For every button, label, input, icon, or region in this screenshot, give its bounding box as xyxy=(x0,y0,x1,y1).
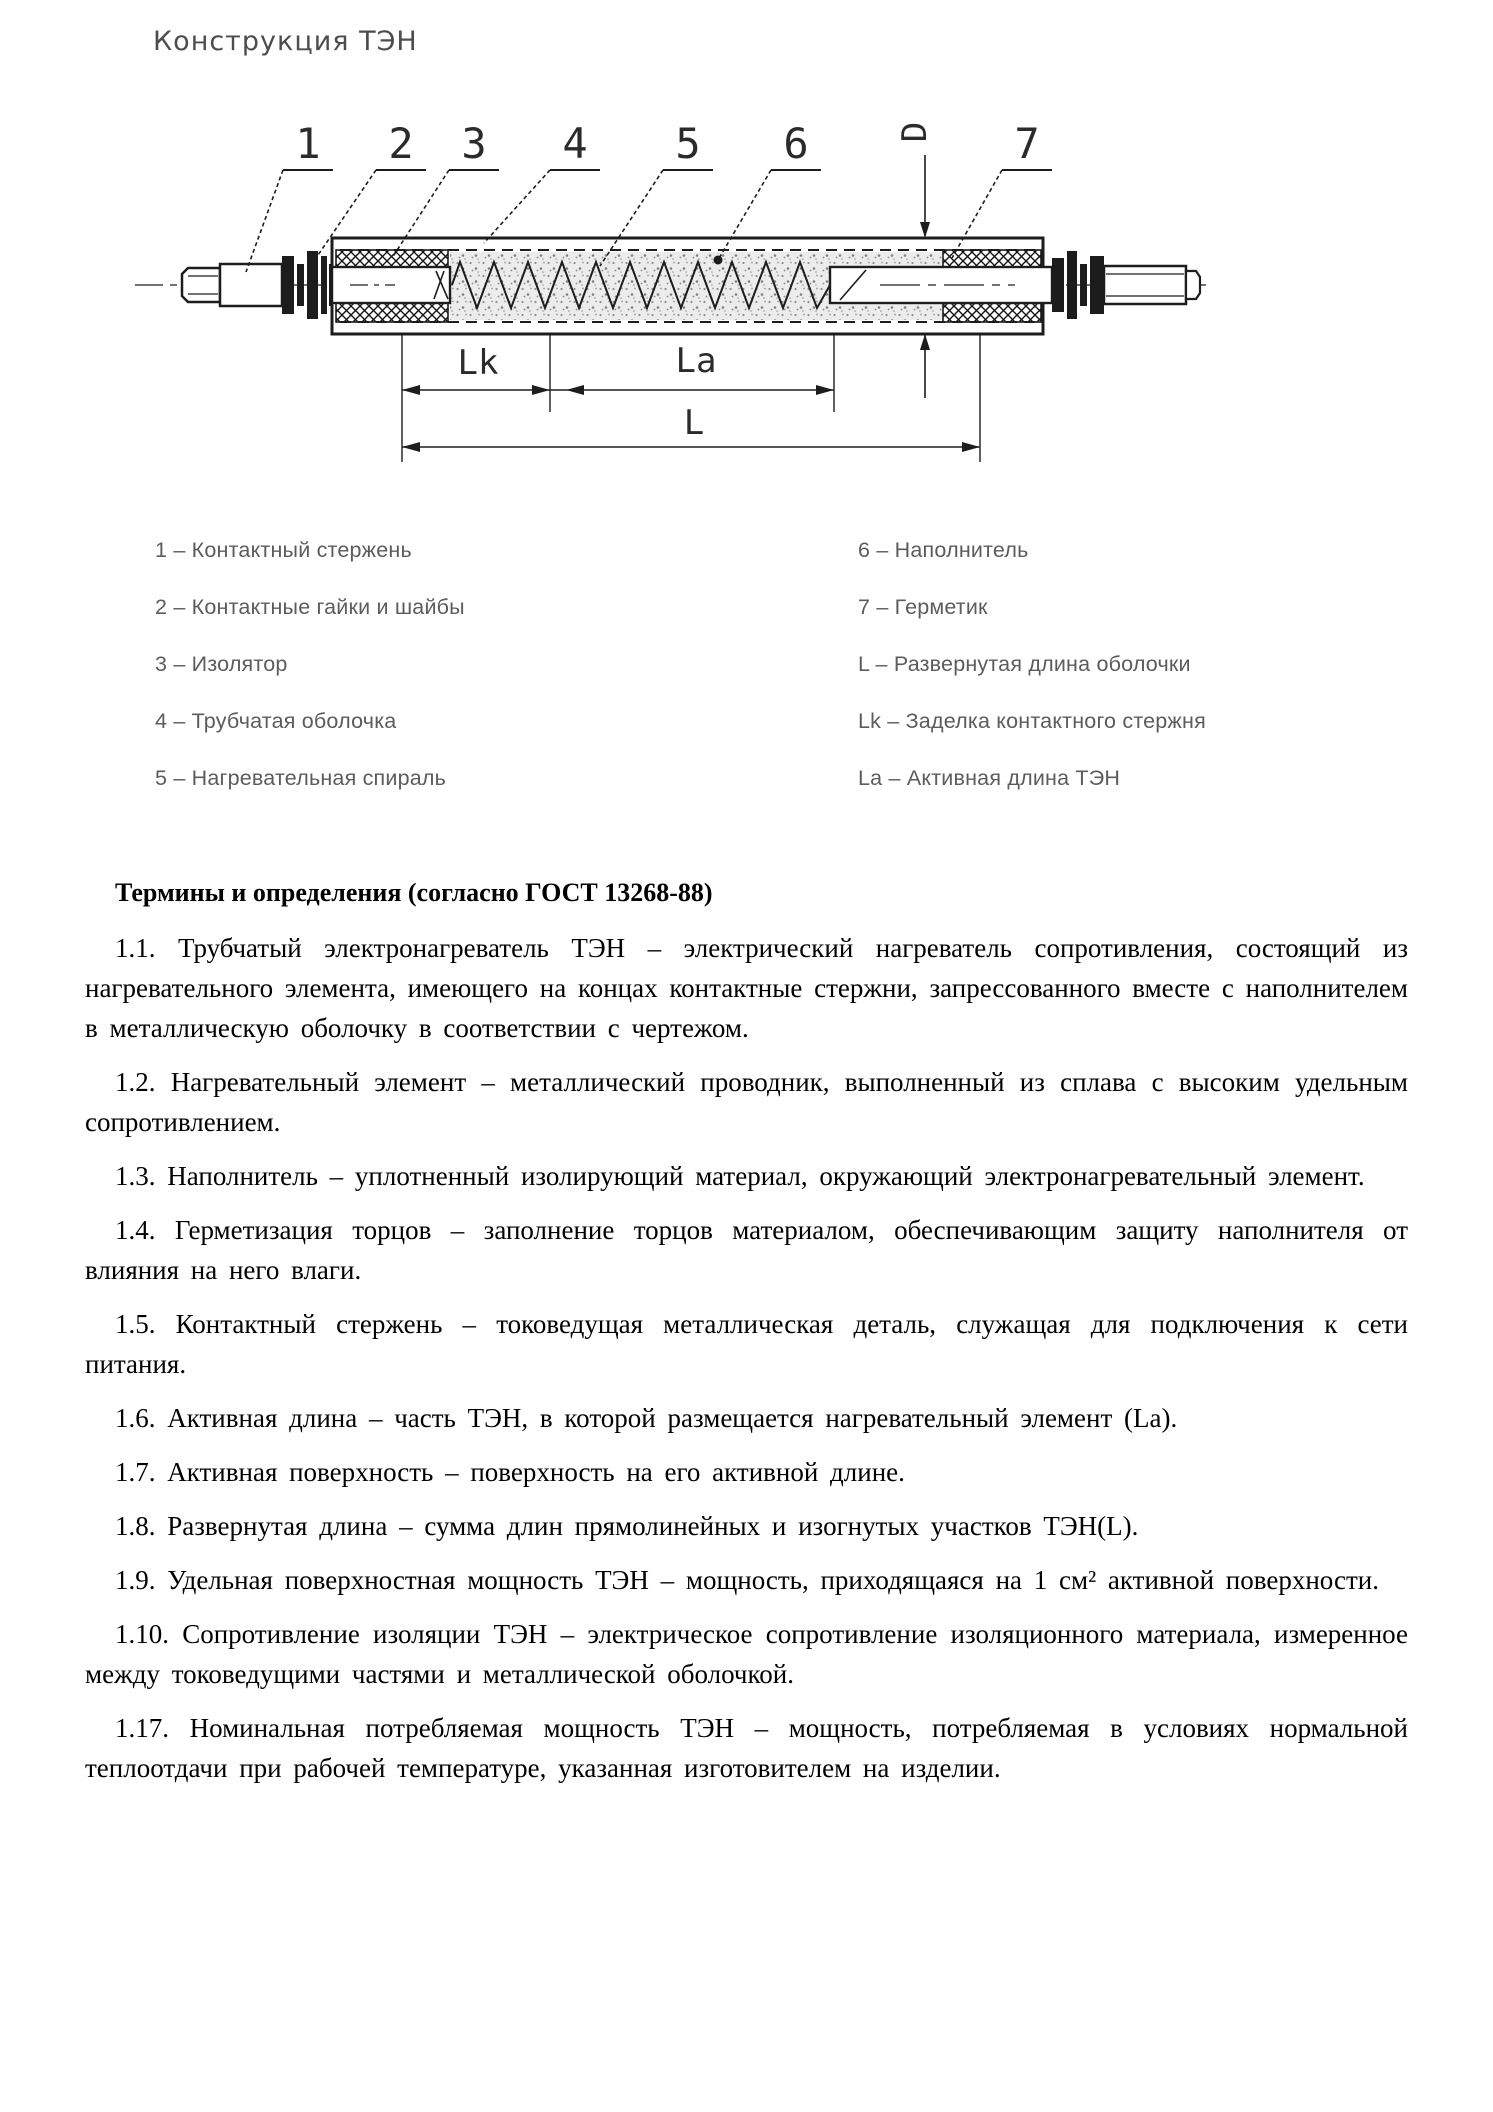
ten-construction-diagram xyxy=(0,0,1493,480)
term-paragraph-1-9: 1.9. Удельная поверхностная мощность ТЭН – мощность, приходящаяся на 1 см² активной поверхности. xyxy=(115,1565,1379,1595)
terms-heading: Термины и определения (согласно ГОСТ 13268-88) xyxy=(115,878,713,907)
legend-item-la: La – Активная длина ТЭН xyxy=(858,766,1121,790)
legend-left-column xyxy=(155,522,715,807)
svg-text:Lk: Lk xyxy=(457,343,499,383)
term-paragraph-1-17: 1.17. Номинальная потребляемая мощность ТЭН – мощность, потребляемая в условиях нормальной теплоотдачи при рабочей температуре, указанная изготовителем на изделии. xyxy=(85,1713,1408,1783)
term-paragraph-1-3: 1.3. Наполнитель – уплотненный изолирующий материал, окружающий электронагревательный элемент. xyxy=(115,1161,1365,1191)
legend-item-lk: Lk – Заделка контактного стержня xyxy=(858,709,1206,733)
svg-text:7: 7 xyxy=(1014,119,1040,168)
legend-item-l: L – Развернутая длина оболочки xyxy=(858,652,1191,676)
terms-text-block xyxy=(85,878,1408,1788)
svg-text:D: D xyxy=(895,121,935,143)
left-nuts-washers xyxy=(282,251,334,319)
callout-4 xyxy=(484,119,600,243)
term-paragraph-1-8: 1.8. Развернутая длина – сумма длин прямолинейных и изогнутых участков ТЭН(L). xyxy=(115,1511,1139,1541)
svg-text:L: L xyxy=(683,403,705,443)
legend-right-column xyxy=(858,522,1418,807)
svg-text:2: 2 xyxy=(388,119,414,168)
svg-text:3: 3 xyxy=(461,119,487,168)
left-rod-embedded-end xyxy=(332,267,450,303)
term-paragraph-1-10: 1.10. Сопротивление изоляции ТЭН – электрическое сопротивление изоляционного материала, измеренное между токоведущими частями и металлической оболочкой. xyxy=(85,1619,1408,1689)
left-contact-rod xyxy=(182,264,282,306)
drawing-title: Конструкция ТЭН xyxy=(153,26,418,57)
svg-text:La: La xyxy=(675,341,717,381)
legend-item-1: 1 – Контактный стержень xyxy=(155,538,412,562)
legend-item-6: 6 – Наполнитель xyxy=(858,538,1029,562)
term-paragraph-1-4: 1.4. Герметизация торцов – заполнение торцов материалом, обеспечивающим защиту наполнителя от влияния на него влаги. xyxy=(85,1215,1408,1285)
term-paragraph-1-6: 1.6. Активная длина – часть ТЭН, в которой размещается нагревательный элемент (La). xyxy=(115,1403,1178,1433)
svg-text:1: 1 xyxy=(295,119,321,168)
svg-text:5: 5 xyxy=(675,119,701,168)
legend-item-5: 5 – Нагревательная спираль xyxy=(155,766,447,790)
legend-item-3: 3 – Изолятор xyxy=(155,652,288,676)
svg-text:6: 6 xyxy=(783,119,809,168)
term-paragraph-1-7: 1.7. Активная поверхность – поверхность на его активной длине. xyxy=(115,1457,905,1487)
callout-1 xyxy=(246,119,333,272)
right-contact-rod-inner xyxy=(830,267,1052,303)
terms-section xyxy=(0,878,1493,1802)
term-paragraph-1-5: 1.5. Контактный стержень – токоведущая металлическая деталь, служащая для подключения к сети питания. xyxy=(85,1309,1408,1379)
svg-text:4: 4 xyxy=(562,119,588,168)
term-paragraph-1-2: 1.2. Нагревательный элемент – металлический проводник, выполненный из сплава с высоким удельным сопротивлением. xyxy=(85,1067,1408,1137)
legend-item-4: 4 – Трубчатая оболочка xyxy=(155,709,397,733)
legend-item-2: 2 – Контактные гайки и шайбы xyxy=(155,595,465,619)
right-contact-rod xyxy=(1104,266,1200,304)
term-paragraph-1-1: 1.1. Трубчатый электронагреватель ТЭН – электрический нагреватель сопротивления, состоящий из нагревательного элемента, имеющего на концах контактные стержни, запрессованного вместе с наполнителем в металлическую оболочку в соответствии с чертежом. xyxy=(85,933,1408,1043)
legend-item-7: 7 – Герметик xyxy=(858,595,988,619)
dimension-lines xyxy=(402,334,980,462)
